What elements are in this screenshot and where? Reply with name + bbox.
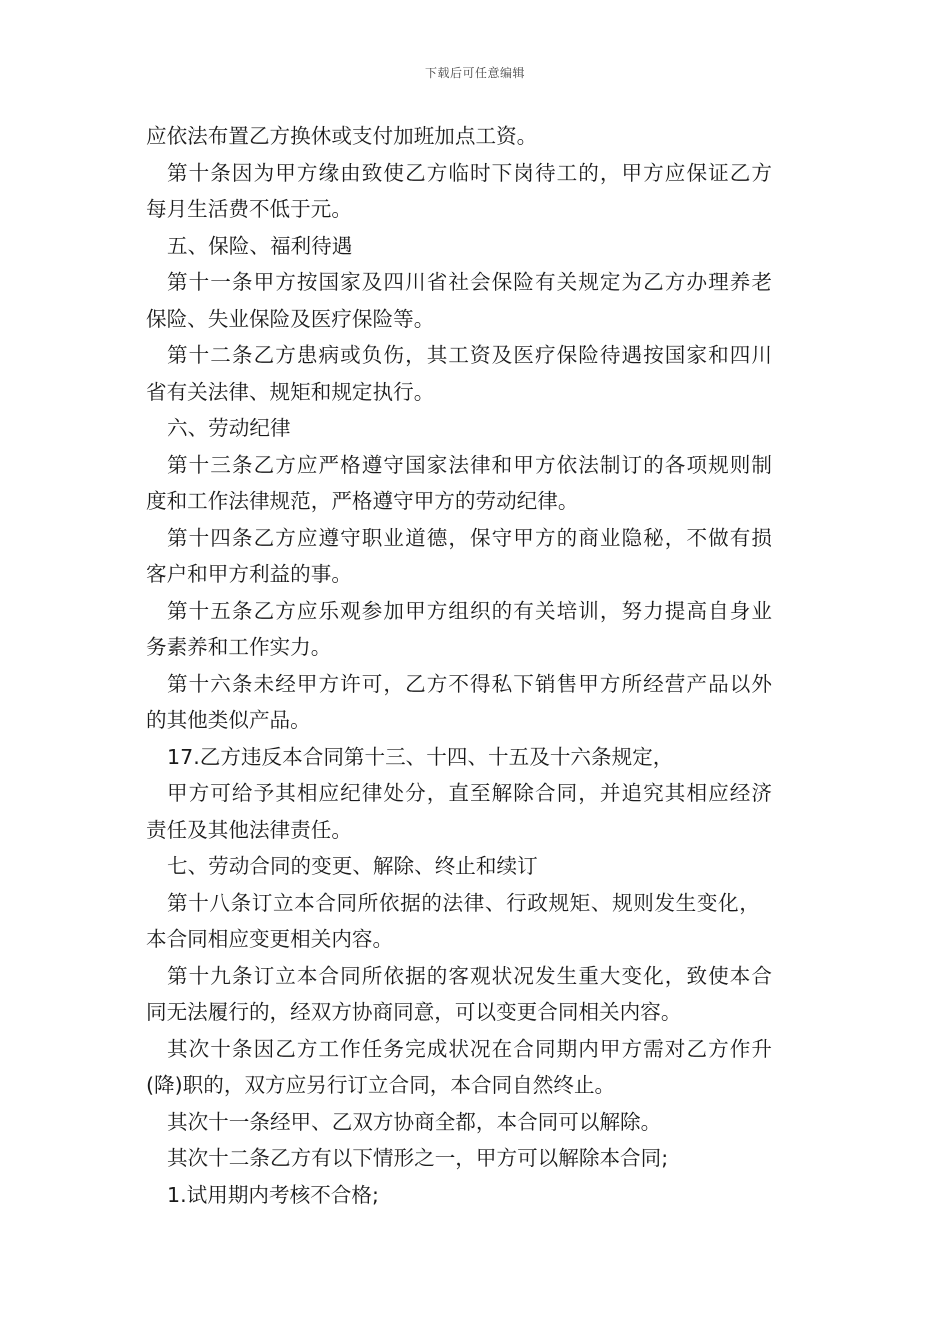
- section-heading: 六、劳动纪律: [167, 416, 291, 440]
- paragraph-line: 第十八条订立本合同所依据的法律、行政规矩、规则发生变化，: [167, 890, 761, 915]
- paragraph-line: 甲方可给予其相应纪律处分，直至解除合同，并追究其相应经济: [167, 781, 774, 805]
- paragraph-line: 客户和甲方利益的事。: [146, 562, 352, 586]
- paragraph-line: 第十六条未经甲方许可，乙方不得私下销售甲方所经营产品以外: [167, 671, 774, 696]
- page-header: 下载后可任意编辑: [424, 66, 525, 80]
- paragraph-line: 第十九条订立本合同所依据的客观状况发生重大变化，致使本合: [167, 963, 774, 988]
- paragraph-line: 省有关法律、规矩和规定执行。: [146, 379, 435, 404]
- paragraph-line: 每月生活费不低于元。: [146, 197, 352, 221]
- paragraph-line: (降)职的，双方应另行订立合同，本合同自然终止。: [146, 1073, 616, 1097]
- paragraph-line: 第十一条甲方按国家及四川省社会保险有关规定为乙方办理养老: [167, 270, 774, 294]
- paragraph-line: 第十条因为甲方缘由致使乙方临时下岗待工的，甲方应保证乙方: [167, 160, 774, 185]
- paragraph-line: 其次十一条经甲、乙双方协商全都，本合同可以解除。: [167, 1109, 662, 1134]
- paragraph-line: 同无法履行的，经双方协商同意，可以变更合同相关内容。: [146, 1000, 682, 1024]
- paragraph-line: 应依法布置乙方换休或支付加班加点工资。: [146, 124, 538, 148]
- document-body: [146, 118, 814, 1213]
- paragraph-line: 度和工作法律规范，严格遵守甲方的劳动纪律。: [146, 489, 579, 513]
- paragraph-line: 第十二条乙方患病或负伤，其工资及医疗保险待遇按国家和四川: [167, 343, 774, 367]
- paragraph-line: 保险、失业保险及医疗保险等。: [146, 306, 435, 331]
- paragraph-line: 的其他类似产品。: [146, 708, 311, 732]
- paragraph-line: 其次十二条乙方有以下情形之一，甲方可以解除本合同;: [167, 1146, 669, 1170]
- paragraph-line: 本合同相应变更相关内容。: [146, 927, 394, 951]
- paragraph-line: 责任及其他法律责任。: [146, 817, 352, 842]
- paragraph-line: 第十三条乙方应严格遵守国家法律和甲方依法制订的各项规则制: [167, 452, 774, 477]
- paragraph-line: 第十四条乙方应遵守职业道德，保守甲方的商业隐秘，不做有损: [167, 525, 774, 550]
- section-heading: 七、劳动合同的变更、解除、终止和续订: [167, 854, 538, 878]
- list-item: 1.试用期内考核不合格;: [167, 1182, 379, 1207]
- section-heading: 五、保险、福利待遇: [167, 233, 353, 258]
- paragraph-line: 其次十条因乙方工作任务完成状况在合同期内甲方需对乙方作升: [167, 1036, 774, 1061]
- paragraph-line: 17.乙方违反本合同第十三、十四、十五及十六条规定，: [167, 744, 674, 769]
- paragraph-line: 务素养和工作实力。: [146, 635, 332, 659]
- paragraph-line: 第十五条乙方应乐观参加甲方组织的有关培训，努力提高自身业: [167, 598, 774, 623]
